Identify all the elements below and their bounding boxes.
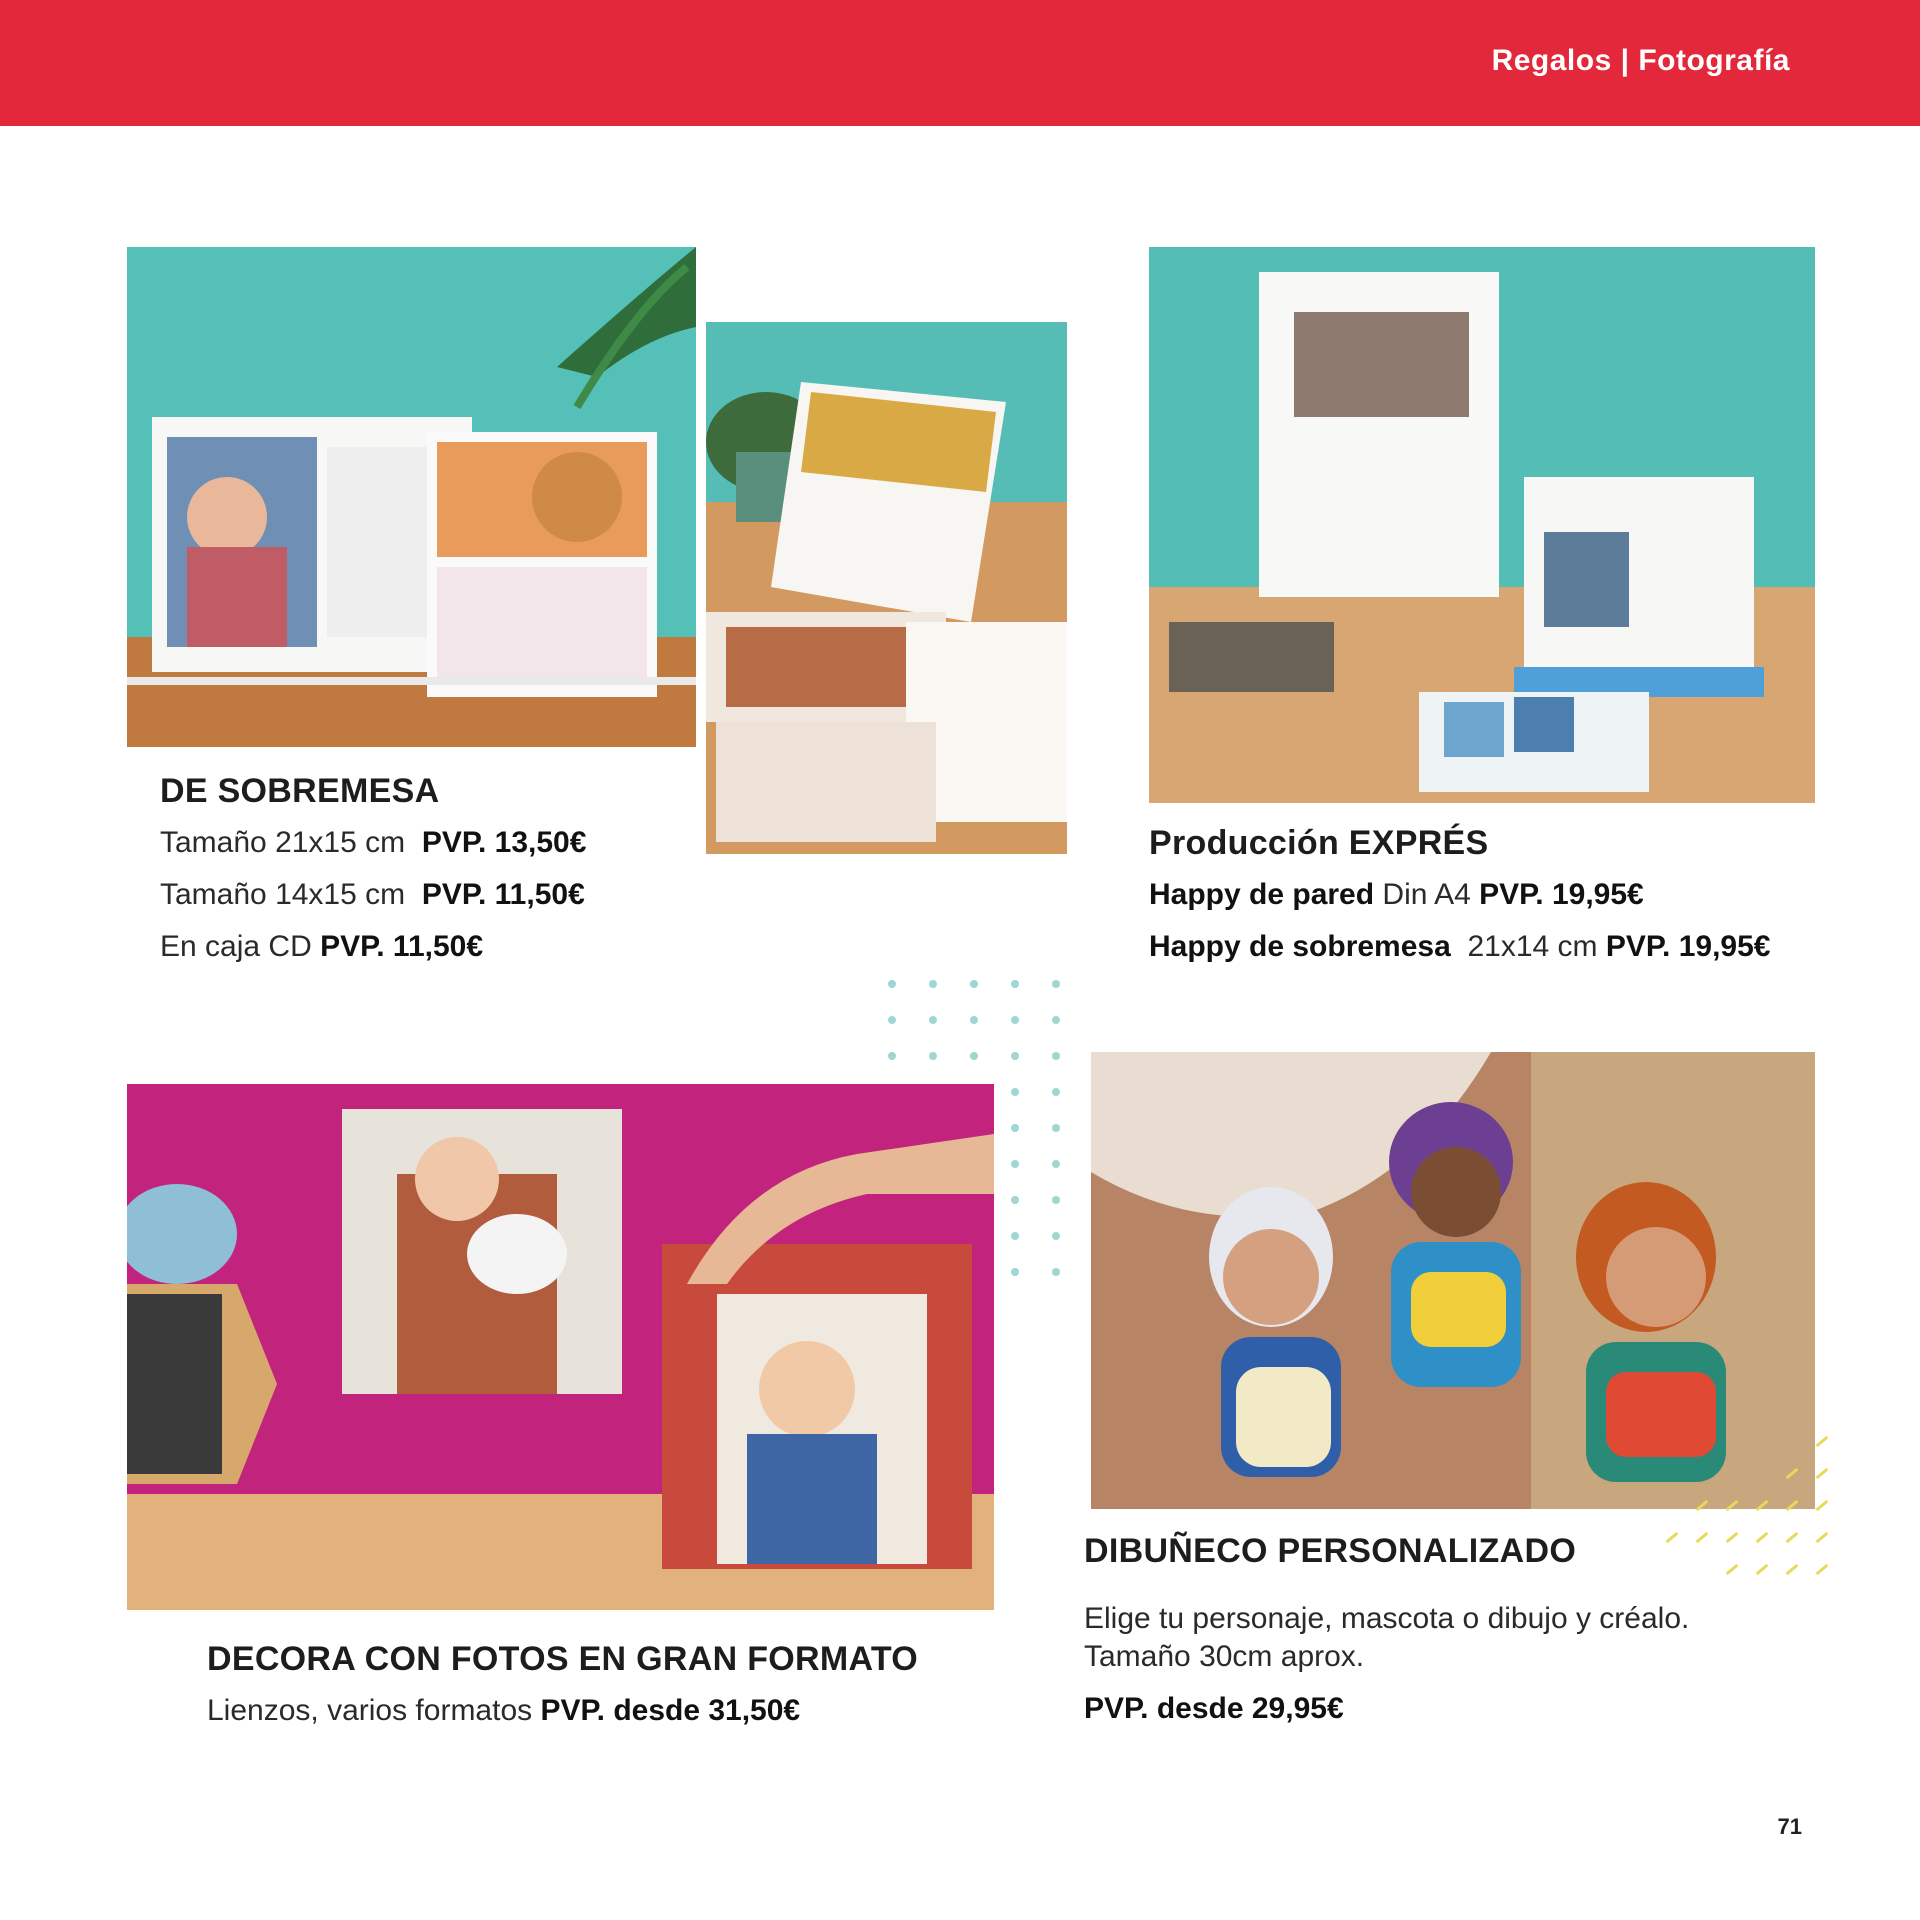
decorative-dash-grid — [1680, 1440, 1840, 1590]
page-number: 71 — [1777, 1814, 1802, 1839]
dibuneco-desc-2: Tamaño 30cm aprox. — [1084, 1640, 1365, 1673]
calendar-closeup-photo — [706, 322, 1067, 854]
variant-text: En caja CD — [160, 930, 312, 963]
price: PVP. 13,50€ — [421, 826, 587, 859]
price: PVP. 19,95€ — [1605, 930, 1771, 963]
size-text: Tamaño 14x15 cm — [160, 878, 406, 911]
dibuneco-price — [1084, 1692, 1344, 1726]
size-text: 21x14 cm — [1467, 930, 1598, 963]
expres-line-1 — [1149, 878, 1644, 912]
sobremesa-line-1 — [160, 826, 586, 860]
price: PVP. desde 31,50€ — [540, 1694, 801, 1727]
variant-text: Lienzos, varios formatos — [207, 1694, 533, 1727]
price: PVP. 11,50€ — [421, 878, 585, 911]
dibuneco-desc-1: Elige tu personaje, mascota o dibujo y créalo. — [1084, 1602, 1690, 1635]
sobremesa-line-3 — [160, 930, 483, 964]
header-bar — [0, 0, 1920, 126]
desk-calendar-photo — [127, 247, 696, 747]
expres-line-2 — [1149, 930, 1770, 964]
product-name: Happy de pared — [1149, 878, 1375, 911]
size-text: Tamaño 21x15 cm — [160, 826, 406, 859]
price: PVP. 11,50€ — [320, 930, 484, 963]
product-name: Happy de sobremesa — [1149, 930, 1451, 963]
decora-line — [207, 1694, 800, 1728]
size-text: Din A4 — [1382, 878, 1471, 911]
section-title: Regalos | Fotografía — [1491, 44, 1790, 77]
decorative-dot-grid — [888, 980, 1068, 1320]
canvas-photo — [127, 1084, 994, 1610]
price: PVP. 19,95€ — [1479, 878, 1644, 911]
expres-title: Producción EXPRÉS — [1149, 824, 1489, 862]
decora-title: DECORA CON FOTOS EN GRAN FORMATO — [207, 1640, 919, 1678]
price: PVP. desde 29,95€ — [1084, 1692, 1344, 1725]
dibuneco-title: DIBUÑECO PERSONALIZADO — [1084, 1532, 1577, 1570]
sobremesa-title: DE SOBREMESA — [160, 772, 440, 810]
sobremesa-line-2 — [160, 878, 585, 912]
express-calendar-photo — [1149, 247, 1815, 803]
